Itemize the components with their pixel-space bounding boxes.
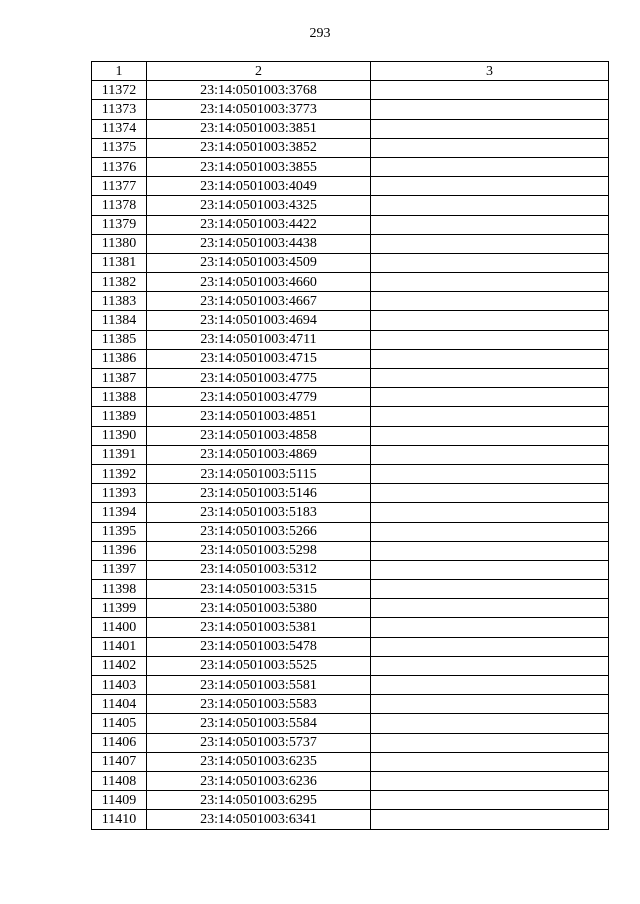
table-row xyxy=(92,100,609,119)
table-row xyxy=(92,157,609,176)
notes-cell xyxy=(371,311,609,330)
table-row xyxy=(92,369,609,388)
row-number-cell: 11389 xyxy=(92,407,147,426)
table-row xyxy=(92,580,609,599)
table-row xyxy=(92,426,609,445)
row-number-cell: 11407 xyxy=(92,752,147,771)
cadastral-number-cell: 23:14:0501003:5312 xyxy=(147,560,371,579)
table-row xyxy=(92,752,609,771)
cadastral-number-cell: 23:14:0501003:4667 xyxy=(147,292,371,311)
row-number-cell: 11378 xyxy=(92,196,147,215)
row-number-cell: 11387 xyxy=(92,369,147,388)
notes-cell xyxy=(371,119,609,138)
table-row xyxy=(92,215,609,234)
notes-cell xyxy=(371,157,609,176)
table-row xyxy=(92,445,609,464)
cadastral-number-cell: 23:14:0501003:6341 xyxy=(147,810,371,829)
cadastral-table xyxy=(91,61,609,830)
row-number-cell: 11398 xyxy=(92,580,147,599)
notes-cell xyxy=(371,426,609,445)
row-number-cell: 11373 xyxy=(92,100,147,119)
cadastral-number-cell: 23:14:0501003:5183 xyxy=(147,503,371,522)
row-number-cell: 11379 xyxy=(92,215,147,234)
notes-cell xyxy=(371,695,609,714)
cadastral-number-cell: 23:14:0501003:4509 xyxy=(147,253,371,272)
cadastral-number-cell: 23:14:0501003:6236 xyxy=(147,771,371,790)
table-row xyxy=(92,503,609,522)
row-number-cell: 11409 xyxy=(92,791,147,810)
cadastral-number-cell: 23:14:0501003:6235 xyxy=(147,752,371,771)
table-row xyxy=(92,618,609,637)
row-number-cell: 11384 xyxy=(92,311,147,330)
table-row xyxy=(92,637,609,656)
row-number-cell: 11391 xyxy=(92,445,147,464)
cadastral-number-cell: 23:14:0501003:4438 xyxy=(147,234,371,253)
row-number-cell: 11400 xyxy=(92,618,147,637)
row-number-cell: 11401 xyxy=(92,637,147,656)
notes-cell xyxy=(371,810,609,829)
notes-cell xyxy=(371,388,609,407)
notes-cell xyxy=(371,100,609,119)
row-number-cell: 11395 xyxy=(92,522,147,541)
column-header-1: 1 xyxy=(92,62,147,81)
cadastral-number-cell: 23:14:0501003:5298 xyxy=(147,541,371,560)
table-row xyxy=(92,196,609,215)
table-row xyxy=(92,349,609,368)
notes-cell xyxy=(371,330,609,349)
notes-cell xyxy=(371,445,609,464)
notes-cell xyxy=(371,599,609,618)
notes-cell xyxy=(371,369,609,388)
row-number-cell: 11405 xyxy=(92,714,147,733)
notes-cell xyxy=(371,656,609,675)
table-row xyxy=(92,464,609,483)
table-row xyxy=(92,81,609,100)
row-number-cell: 11396 xyxy=(92,541,147,560)
notes-cell xyxy=(371,714,609,733)
row-number-cell: 11392 xyxy=(92,464,147,483)
cadastral-number-cell: 23:14:0501003:4694 xyxy=(147,311,371,330)
row-number-cell: 11397 xyxy=(92,560,147,579)
table-row xyxy=(92,273,609,292)
notes-cell xyxy=(371,215,609,234)
cadastral-number-cell: 23:14:0501003:4049 xyxy=(147,177,371,196)
cadastral-number-cell: 23:14:0501003:6295 xyxy=(147,791,371,810)
cadastral-number-cell: 23:14:0501003:4775 xyxy=(147,369,371,388)
row-number-cell: 11382 xyxy=(92,273,147,292)
notes-cell xyxy=(371,791,609,810)
table-row xyxy=(92,484,609,503)
cadastral-number-cell: 23:14:0501003:5381 xyxy=(147,618,371,637)
row-number-cell: 11386 xyxy=(92,349,147,368)
cadastral-number-cell: 23:14:0501003:4660 xyxy=(147,273,371,292)
row-number-cell: 11393 xyxy=(92,484,147,503)
cadastral-number-cell: 23:14:0501003:3855 xyxy=(147,157,371,176)
row-number-cell: 11388 xyxy=(92,388,147,407)
row-number-cell: 11402 xyxy=(92,656,147,675)
table-row xyxy=(92,599,609,618)
column-header-2: 2 xyxy=(147,62,371,81)
cadastral-number-cell: 23:14:0501003:4422 xyxy=(147,215,371,234)
cadastral-number-cell: 23:14:0501003:5115 xyxy=(147,464,371,483)
cadastral-number-cell: 23:14:0501003:4851 xyxy=(147,407,371,426)
cadastral-number-cell: 23:14:0501003:5581 xyxy=(147,676,371,695)
notes-cell xyxy=(371,81,609,100)
notes-cell xyxy=(371,464,609,483)
row-number-cell: 11381 xyxy=(92,253,147,272)
table-row xyxy=(92,407,609,426)
table-row xyxy=(92,733,609,752)
table-row xyxy=(92,388,609,407)
table-body xyxy=(92,81,609,829)
row-number-cell: 11390 xyxy=(92,426,147,445)
table-row xyxy=(92,771,609,790)
table-row xyxy=(92,177,609,196)
row-number-cell: 11408 xyxy=(92,771,147,790)
cadastral-number-cell: 23:14:0501003:4325 xyxy=(147,196,371,215)
row-number-cell: 11375 xyxy=(92,138,147,157)
notes-cell xyxy=(371,752,609,771)
notes-cell xyxy=(371,541,609,560)
cadastral-number-cell: 23:14:0501003:5315 xyxy=(147,580,371,599)
row-number-cell: 11383 xyxy=(92,292,147,311)
cadastral-number-cell: 23:14:0501003:5525 xyxy=(147,656,371,675)
row-number-cell: 11380 xyxy=(92,234,147,253)
row-number-cell: 11394 xyxy=(92,503,147,522)
cadastral-number-cell: 23:14:0501003:4858 xyxy=(147,426,371,445)
notes-cell xyxy=(371,349,609,368)
notes-cell xyxy=(371,580,609,599)
cadastral-number-cell: 23:14:0501003:3768 xyxy=(147,81,371,100)
notes-cell xyxy=(371,407,609,426)
page-number: 293 xyxy=(309,26,331,41)
table-row xyxy=(92,234,609,253)
cadastral-number-cell: 23:14:0501003:5737 xyxy=(147,733,371,752)
notes-cell xyxy=(371,503,609,522)
table-row xyxy=(92,522,609,541)
table-row xyxy=(92,311,609,330)
cadastral-number-cell: 23:14:0501003:5584 xyxy=(147,714,371,733)
notes-cell xyxy=(371,560,609,579)
table-row xyxy=(92,330,609,349)
notes-cell xyxy=(371,637,609,656)
table-row xyxy=(92,676,609,695)
table-row xyxy=(92,810,609,829)
notes-cell xyxy=(371,177,609,196)
notes-cell xyxy=(371,618,609,637)
table-row xyxy=(92,714,609,733)
notes-cell xyxy=(371,771,609,790)
row-number-cell: 11404 xyxy=(92,695,147,714)
table-row xyxy=(92,560,609,579)
table-header-row xyxy=(92,62,609,81)
notes-cell xyxy=(371,138,609,157)
cadastral-number-cell: 23:14:0501003:4779 xyxy=(147,388,371,407)
cadastral-number-cell: 23:14:0501003:5583 xyxy=(147,695,371,714)
cadastral-number-cell: 23:14:0501003:5266 xyxy=(147,522,371,541)
table-row xyxy=(92,253,609,272)
notes-cell xyxy=(371,273,609,292)
table-row xyxy=(92,656,609,675)
notes-cell xyxy=(371,733,609,752)
notes-cell xyxy=(371,484,609,503)
notes-cell xyxy=(371,196,609,215)
column-header-3: 3 xyxy=(371,62,609,81)
table-row xyxy=(92,791,609,810)
row-number-cell: 11374 xyxy=(92,119,147,138)
row-number-cell: 11403 xyxy=(92,676,147,695)
row-number-cell: 11410 xyxy=(92,810,147,829)
notes-cell xyxy=(371,253,609,272)
cadastral-number-cell: 23:14:0501003:3773 xyxy=(147,100,371,119)
notes-cell xyxy=(371,292,609,311)
table-row xyxy=(92,541,609,560)
cadastral-number-cell: 23:14:0501003:4711 xyxy=(147,330,371,349)
cadastral-number-cell: 23:14:0501003:3851 xyxy=(147,119,371,138)
notes-cell xyxy=(371,234,609,253)
table-row xyxy=(92,695,609,714)
cadastral-number-cell: 23:14:0501003:4715 xyxy=(147,349,371,368)
cadastral-number-cell: 23:14:0501003:4869 xyxy=(147,445,371,464)
row-number-cell: 11399 xyxy=(92,599,147,618)
row-number-cell: 11377 xyxy=(92,177,147,196)
row-number-cell: 11376 xyxy=(92,157,147,176)
cadastral-number-cell: 23:14:0501003:5380 xyxy=(147,599,371,618)
table-row xyxy=(92,292,609,311)
table-row xyxy=(92,119,609,138)
row-number-cell: 11372 xyxy=(92,81,147,100)
notes-cell xyxy=(371,522,609,541)
cadastral-number-cell: 23:14:0501003:5478 xyxy=(147,637,371,656)
cadastral-number-cell: 23:14:0501003:5146 xyxy=(147,484,371,503)
notes-cell xyxy=(371,676,609,695)
row-number-cell: 11385 xyxy=(92,330,147,349)
table-row xyxy=(92,138,609,157)
row-number-cell: 11406 xyxy=(92,733,147,752)
cadastral-number-cell: 23:14:0501003:3852 xyxy=(147,138,371,157)
